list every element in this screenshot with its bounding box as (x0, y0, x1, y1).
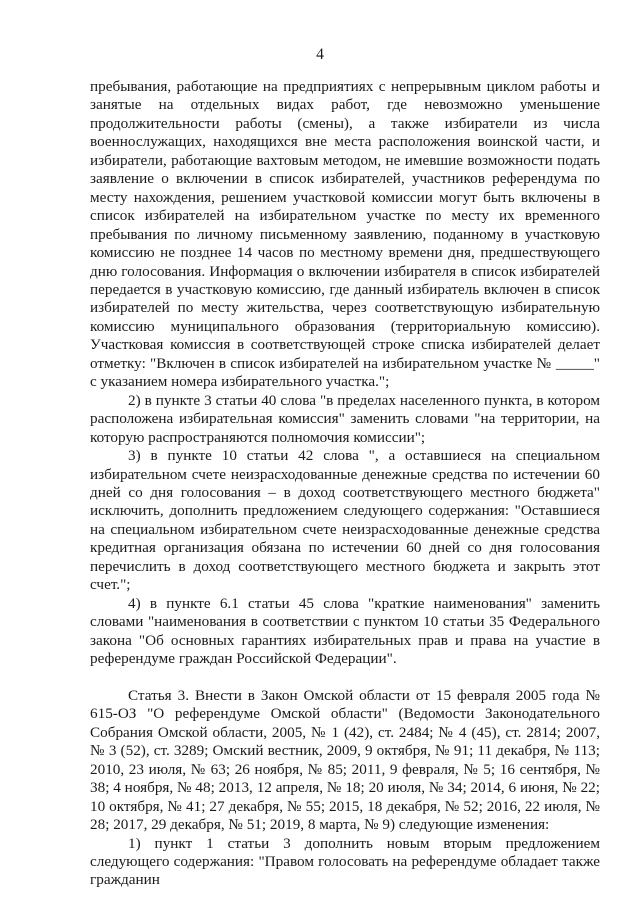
paragraph-item-4: 4) в пункте 6.1 статьи 45 слова "краткие наименования" заменить словами "наименования в соответствии с пунктом 10 статьи 35 Федерального закона "Об основных гарантиях избирательных прав и права на участие в референдуме граждан Российской Федерации". (90, 594, 600, 668)
paragraph-item-3: 3) в пункте 10 статьи 42 слова ", а оставшиеся на специальном избирательном счете неизрасходованные денежные средства по истечении 60 дней со дня голосования – в доход соответствующего местного бюджета" исключить, дополнить предложением следующего содержания: "Оставшиеся на специальном избирательном счете неизрасходованные денежные средства кредитная организация обязана по истечении 60 дней со дня голосования перечислить в доход соответствующего местного бюджета и закрыть этот счет."; (90, 447, 600, 594)
paragraph-item-1: 1) пункт 1 статьи 3 дополнить новым вторым предложением следующего содержания: "Правом голосовать на референдуме обладает также гражданин (90, 834, 600, 889)
paragraph-article-3: Статья 3. Внести в Закон Омской области от 15 февраля 2005 года № 615-ОЗ "О референдуме Омской области" (Ведомости Законодательного Собрания Омской области, 2005, № 1 (42), ст. 2484; № 4 (45), ст. 2814; 2007, № 3 (52), ст. 3289; Омский вестник, 2009, 9 октября, № 91; 11 декабря, № 113; 2010, 23 июля, № 63; 26 ноября, № 85; 2011, 9 февраля, № 5; 16 сентября, № 38; 4 ноября, № 48; 2013, 12 апреля, № 18; 20 июля, № 34; 2014, 6 июня, № 22; 10 октября, № 41; 27 декабря, № 55; 2015, 18 декабря, № 52; 2016, 22 июля, № 28; 2017, 29 декабря, № 51; 2019, 8 марта, № 9) следующие изменения: (90, 686, 600, 834)
paragraph-item-2: 2) в пункте 3 статьи 40 слова "в пределах населенного пункта, в котором расположена избирательная комиссия" заменить словами "на территории, на которую распространяются полномочия комиссии"; (90, 391, 600, 446)
document-body (90, 78, 600, 890)
paragraph-continuation: пребывания, работающие на предприятиях с непрерывным циклом работы и занятые на отдельных видах работ, где невозможно уменьшение продолжительности работы (смены), а также избиратели из числа военнослужащих, находящихся вне места расположения воинской части, и избиратели, работающие вахтовым методом, не имевшие возможности подать заявление о включении в список избирателей, участников референдума по месту нахождения, решением участковой комиссии могут быть включены в список избирателей на избирательном участке по месту их временного пребывания по личному письменному заявлению, поданному в участковую комиссию не позднее 14 часов по местному времени дня, предшествующего дню голосования. Информация о включении избирателя в список избирателей передается в участковую комиссию, где данный избиратель включен в список избирателей по месту жительства, через соответствующую избирательную комиссию муниципального образования (территориальную комиссию). Участковая комиссия в соответствующей строке списка избирателей делает отметку: "Включен в список избирателей на избирательном участке № _____" с указанием номера избирательного участка."; (90, 78, 600, 391)
page-number: 4 (316, 46, 324, 63)
